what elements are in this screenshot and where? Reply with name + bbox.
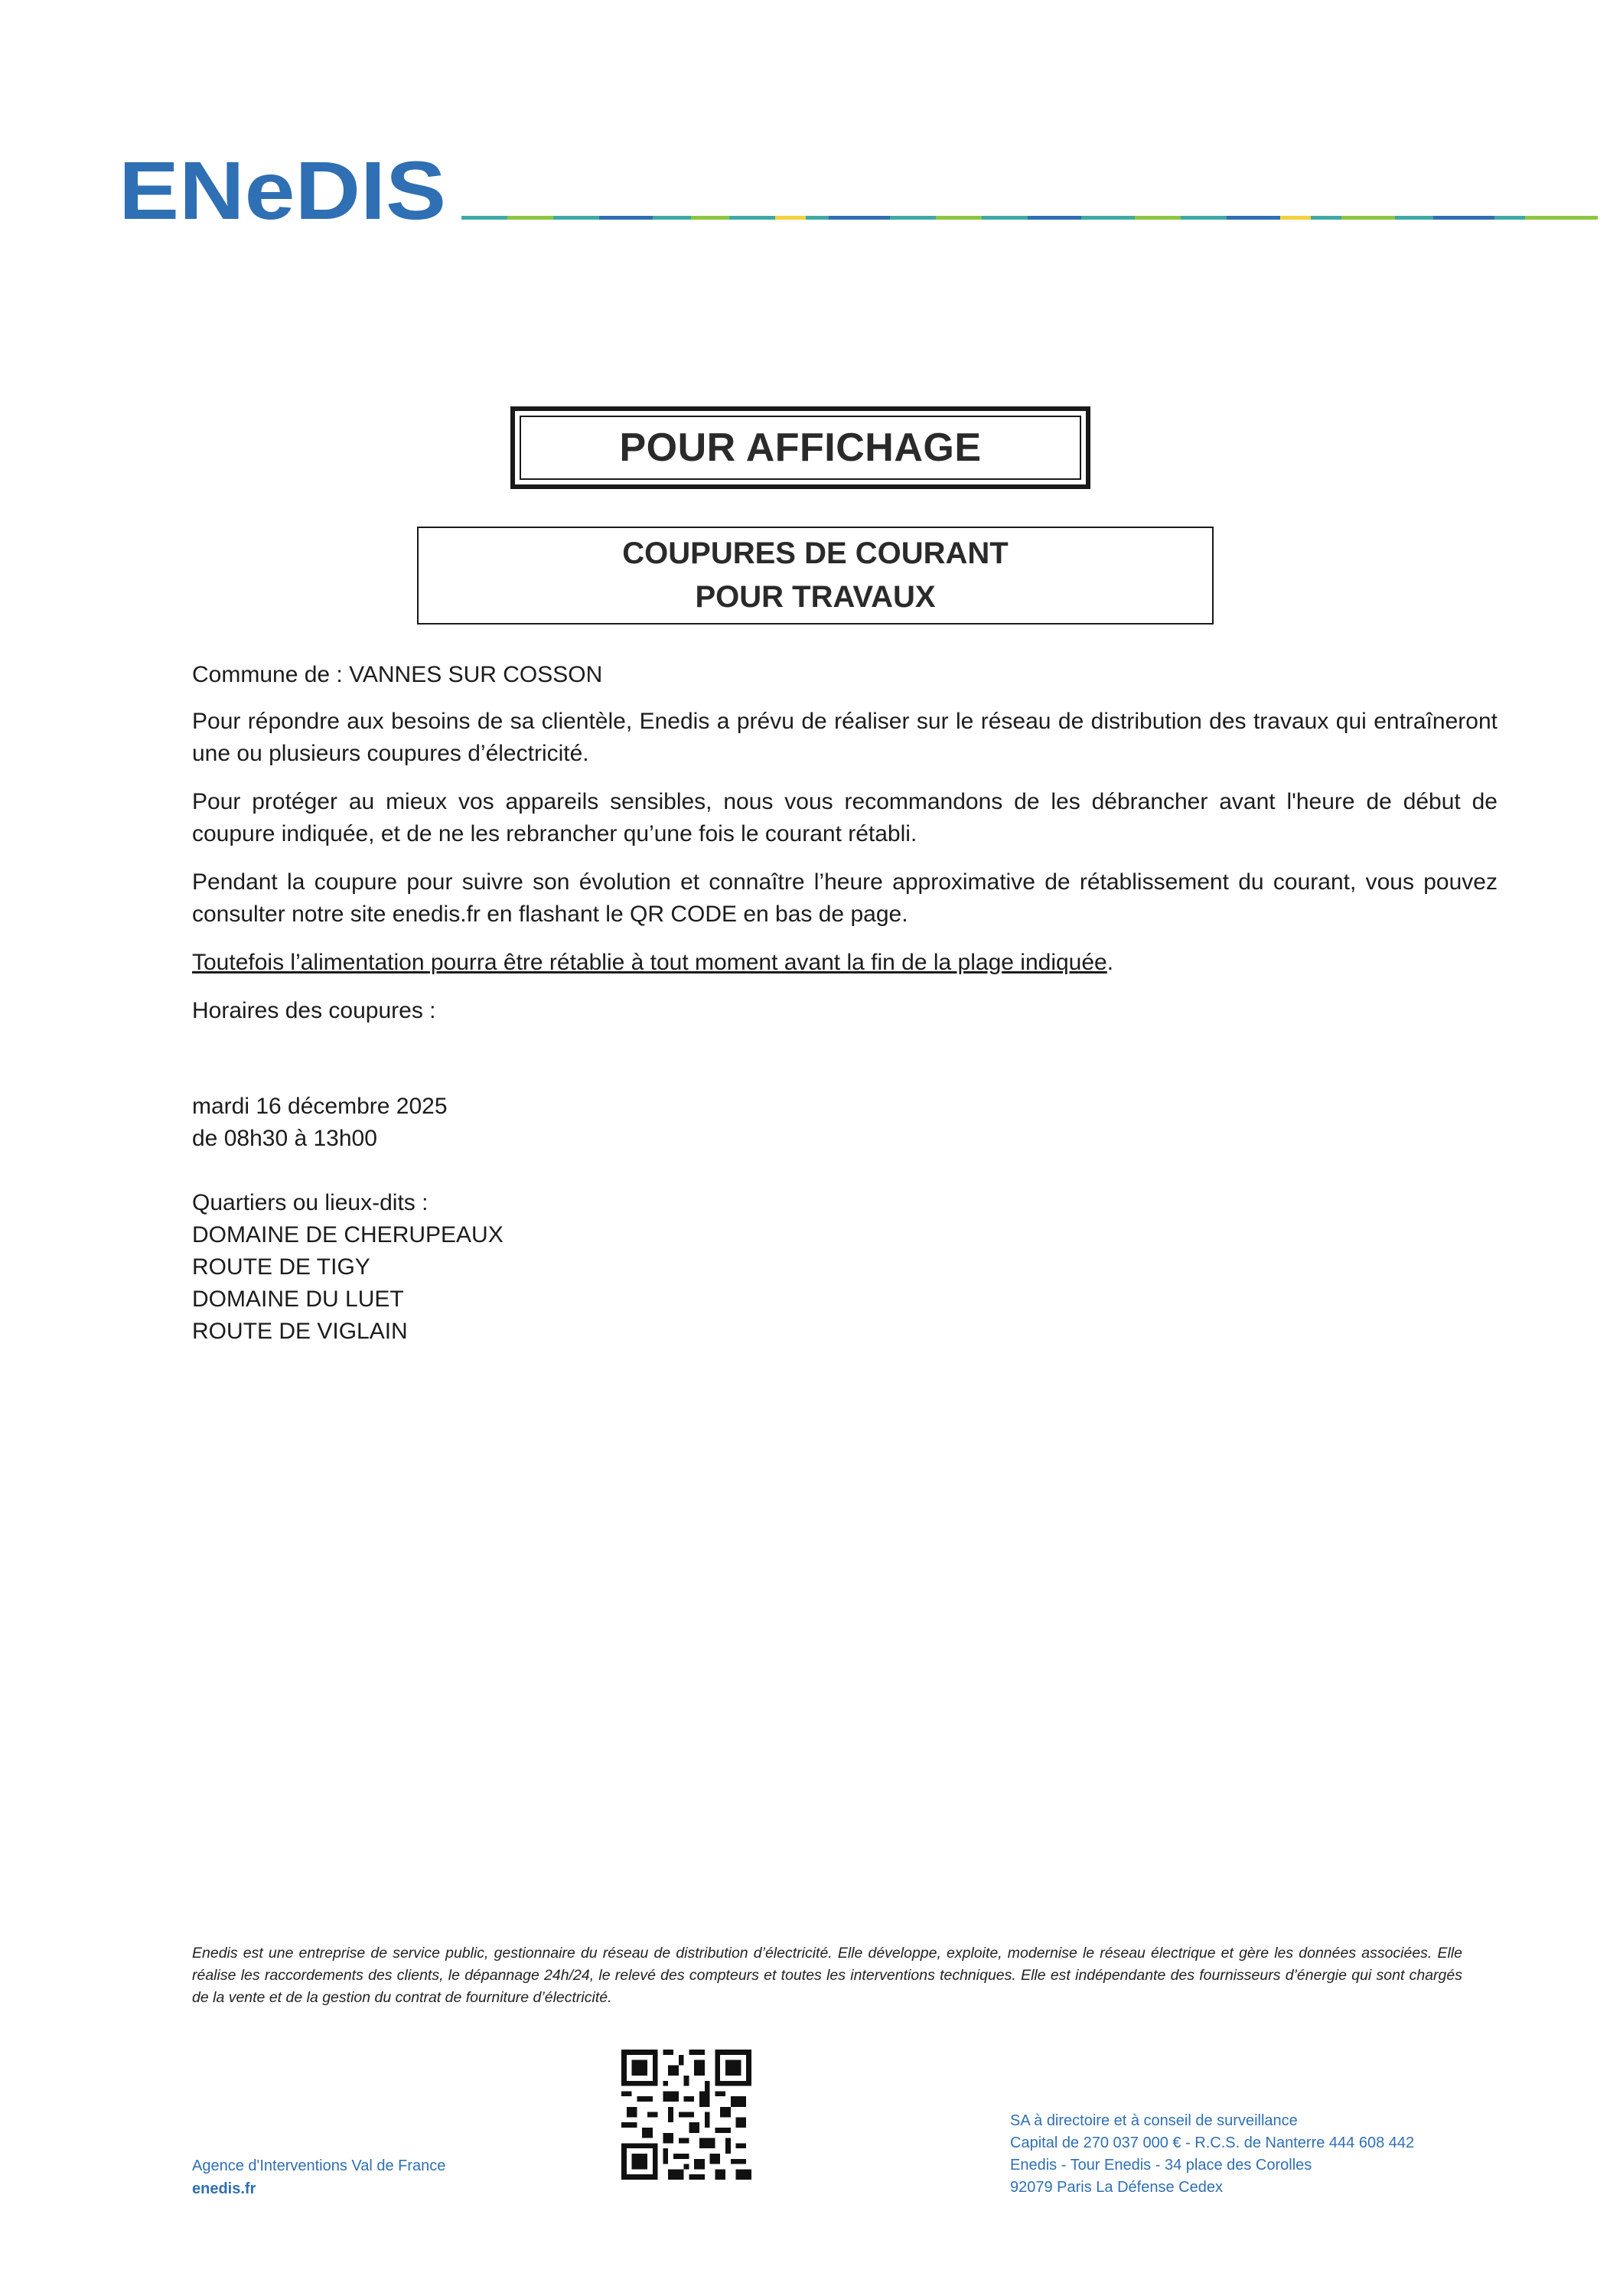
enedis-logo — [119, 150, 448, 227]
subtitle-line-1: COUPURES DE COURANT — [622, 536, 1009, 570]
qr-code-icon[interactable] — [621, 2050, 751, 2180]
agency-block — [192, 2154, 445, 2200]
paragraph-4-underlined: Toutefois l’alimentation pourra être rétablie à tout moment avant la fin de la plage indiquée — [192, 950, 1107, 975]
page-title: POUR AFFICHAGE — [520, 416, 1081, 480]
paragraph-2: Pour protéger au mieux vos appareils sensibles, nous vous recommandons de les débrancher avant l'heure de début de coupure indiquée, et de ne les rebrancher qu’une fois le courant rétabli. — [192, 789, 1498, 846]
subtitle-box — [417, 527, 1214, 625]
svg-text:ENeDIS: ENeDIS — [119, 150, 446, 227]
company-line: Capital de 270 037 000 € - R.C.S. de Nanterre 444 608 442 — [1010, 2135, 1415, 2151]
location-item: DOMAINE DU LUET — [192, 1287, 404, 1312]
location-item: DOMAINE DE CHERUPEAUX — [192, 1222, 504, 1247]
company-line: 92079 Paris La Défense Cedex — [1010, 2179, 1223, 2196]
locations-label: Quartiers ou lieux-dits : — [192, 1190, 429, 1215]
location-item: ROUTE DE TIGY — [192, 1254, 370, 1280]
title-box — [510, 406, 1090, 489]
commune: Commune de : VANNES SUR COSSON — [192, 662, 603, 687]
header-rule — [461, 216, 1598, 220]
company-info — [1010, 2110, 1414, 2199]
company-line: SA à directoire et à conseil de surveillance — [1010, 2112, 1298, 2129]
schedule-date: mardi 16 décembre 2025 — [192, 1094, 448, 1119]
subtitle-line-2: POUR TRAVAUX — [695, 580, 936, 614]
paragraph-4 — [192, 947, 1498, 979]
paragraph-3: Pendant la coupure pour suivre son évolution et connaître l’heure approximative de rétablissement du courant, vous pouvez consulter notre site enedis.fr en flashant le QR CODE en bas de page. — [192, 869, 1498, 927]
location-item: ROUTE DE VIGLAIN — [192, 1319, 408, 1344]
paragraph-4-period: . — [1106, 950, 1114, 975]
schedule — [192, 1091, 448, 1155]
website-link[interactable]: enedis.fr — [192, 2180, 256, 2197]
locations — [192, 1187, 504, 1348]
schedule-label: Horaires des coupures : — [192, 998, 436, 1023]
agency-name: Agence d'Interventions Val de France — [192, 2157, 446, 2174]
legal-notice: Enedis est une entreprise de service public, gestionnaire du réseau de distribution d’électricité. Elle développe, exploite, modernise le réseau électrique et gère les données associées. Elle réalise les raccordements des clients, le dépannage 24h/24, le relevé des compteurs et toutes les interventions techniques. Elle est indépendante des fournisseurs d’énergie qui sont chargés de la vente et de la gestion du contrat de fourniture d’électricité. — [192, 1945, 1462, 2006]
schedule-time: de 08h30 à 13h00 — [192, 1126, 377, 1151]
company-line: Enedis - Tour Enedis - 34 place des Corolles — [1010, 2157, 1312, 2174]
paragraph-1: Pour répondre aux besoins de sa clientèle, Enedis a prévu de réaliser sur le réseau de distribution des travaux qui entraîneront une ou plusieurs coupures d’électricité. — [192, 709, 1498, 766]
